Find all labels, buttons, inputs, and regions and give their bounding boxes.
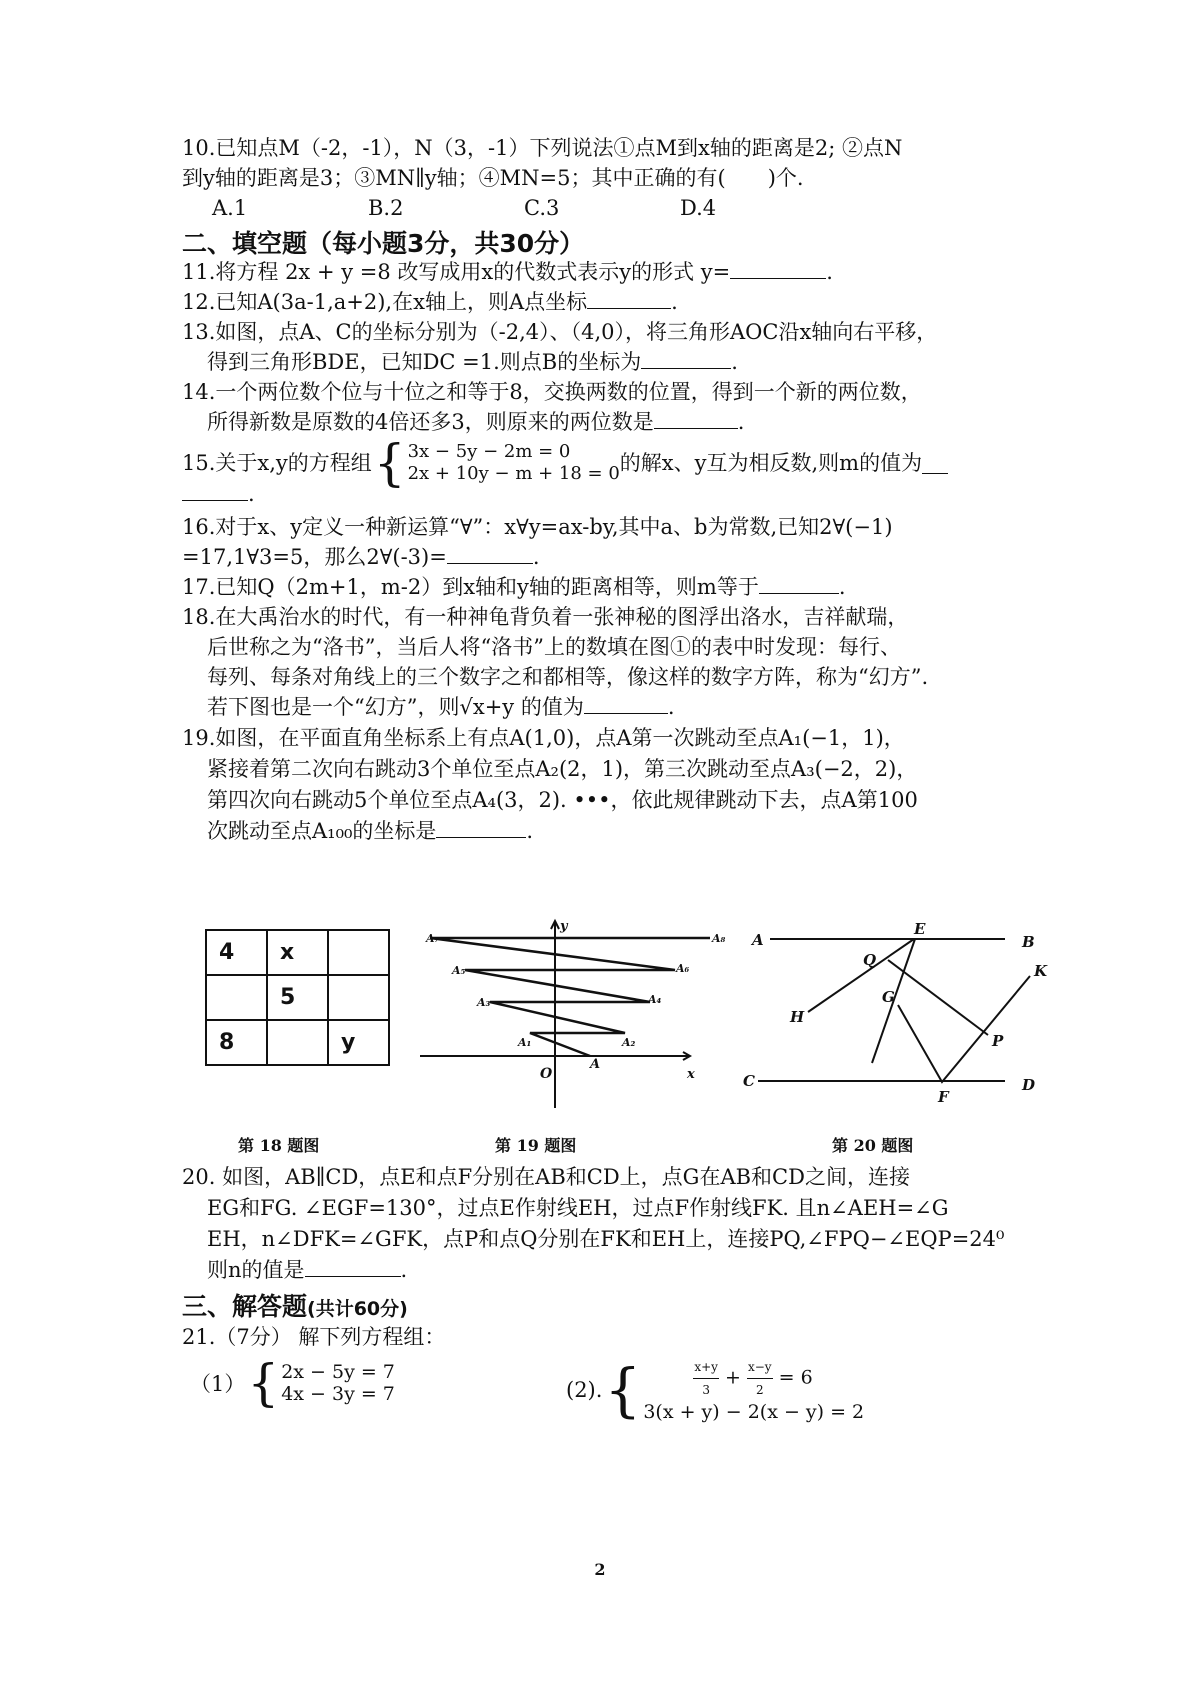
fig19-label-a7: A₇ bbox=[426, 932, 440, 945]
fig19-label-x: x bbox=[687, 1067, 695, 1082]
q12-text: 12.已知A(3a-1,a+2),在x轴上，则A点坐标 . bbox=[182, 290, 678, 314]
fig20-seg-gf-fk bbox=[898, 976, 1030, 1082]
fig19-label-a8: A₈ bbox=[712, 932, 726, 945]
section3-label: 三、解答题 bbox=[182, 1292, 308, 1321]
q21-part2-plus: + bbox=[724, 1366, 741, 1389]
q21-part1 bbox=[190, 1354, 395, 1412]
q15-prefix: 15.关于x,y的方程组 bbox=[182, 451, 372, 475]
fig19-label-y: y bbox=[560, 919, 568, 934]
page-number: 2 bbox=[594, 1560, 606, 1579]
magic-cell: y bbox=[328, 1020, 389, 1065]
q21-part2-brace: { bbox=[604, 1355, 642, 1424]
q11-text: 11.将方程 2x + y =8 改写成用x的代数式表示y的形式 y= . bbox=[182, 260, 833, 284]
q18-label: 若下图也是一个“幻方”，则√x+y 的值为 bbox=[207, 695, 584, 719]
q17-label: 17.已知Q（2m+1，m-2）到x轴和y轴的距离相等，则m等于 bbox=[182, 575, 759, 599]
fig19-label-o: O bbox=[540, 1066, 553, 1082]
q20-line3: EH，n∠DFK=∠GFK，点P和点Q分别在FK和EH上，连接PQ,∠FPQ−∠EQP=24⁰ bbox=[207, 1227, 1005, 1251]
q10-option-c: C.3 bbox=[524, 196, 560, 220]
fig20-seg-qp bbox=[888, 960, 988, 1035]
q18-line4: 若下图也是一个“幻方”，则√x+y 的值为 . bbox=[207, 695, 675, 719]
section3-title bbox=[182, 1287, 408, 1323]
q18-line2: 后世称之为“洛书”，当后人将“洛书”上的数填在图①的表中时发现：每行、 bbox=[207, 635, 901, 659]
q12-label: 12.已知A(3a-1,a+2),在x轴上，则A点坐标 bbox=[182, 290, 588, 314]
fig20-label-k: K bbox=[1034, 962, 1048, 980]
q20-line1: 20. 如图，AB∥CD，点E和点F分别在AB和CD上，点G在AB和CD之间，连接 bbox=[182, 1165, 910, 1189]
q21-part1-brace: { bbox=[247, 1354, 280, 1412]
q21-part2-num2: x−y bbox=[747, 1356, 773, 1379]
q15-suffix: 的解x、y互为相反数,则m的值为 bbox=[619, 451, 923, 475]
magic-cell: 5 bbox=[267, 975, 328, 1020]
fig20-label-f: F bbox=[938, 1088, 949, 1106]
fig20-label-c: C bbox=[743, 1072, 755, 1090]
q19-line1: 19.如图，在平面直角坐标系上有点A(1,0)，点A第一次跳动至点A₁(−1，1)， bbox=[182, 726, 905, 750]
q21-part2-label: (2). bbox=[566, 1377, 603, 1402]
q21-title: 21.（7分） 解下列方程组： bbox=[182, 1325, 446, 1349]
q21-part2-frac2 bbox=[747, 1356, 773, 1401]
q20-blank bbox=[305, 1256, 401, 1277]
q15-eq1: 3x − 5y − 2m = 0 bbox=[407, 441, 571, 462]
fig19-label-a6: A₆ bbox=[676, 962, 690, 975]
q13-line1: 13.如图，点A、C的坐标分别为（-2,4）、（4,0），将三角形AOC沿x轴向右平移， bbox=[182, 320, 938, 344]
q15-brace: { bbox=[373, 434, 406, 492]
q14-label: 所得新数是原数的4倍还多3，则原来的两位数是 bbox=[207, 410, 654, 434]
q10-line2: 到y轴的距离是3；③MN∥y轴；④MN=5；其中正确的有( )个. bbox=[182, 166, 804, 190]
q19-line4: 次跳动至点A₁₀₀的坐标是 . bbox=[207, 819, 534, 843]
q19-line2: 紧接着第二次向右跳动3个单位至点A₂(2，1)，第三次跳动至点A₃(−2，2)， bbox=[207, 757, 918, 781]
q21-part2-den2: 2 bbox=[755, 1383, 764, 1397]
q10-option-a: A.1 bbox=[212, 196, 248, 220]
q21-part1-eq1: 2x − 5y = 7 bbox=[281, 1361, 395, 1383]
q21-part2-system bbox=[643, 1356, 864, 1423]
q17-text: 17.已知Q（2m+1，m-2）到x轴和y轴的距离相等，则m等于 . bbox=[182, 575, 846, 599]
q19-line3: 第四次向右跳动5个单位至点A₄(3，2). •••，依此规律跳动下去，点A第100 bbox=[207, 788, 918, 812]
fig20-label-a: A bbox=[752, 931, 764, 949]
q14-line1: 14.一个两位数个位与十位之和等于8，交换两数的位置，得到一个新的两位数， bbox=[182, 380, 922, 404]
fig19-label-a4: A₄ bbox=[648, 993, 662, 1006]
fig20-label-b: B bbox=[1022, 933, 1035, 951]
fig19-label-a: A bbox=[590, 1057, 601, 1072]
magic-cell: x bbox=[267, 930, 328, 975]
caption-fig20: 第 20 题图 bbox=[832, 1136, 914, 1155]
q15-line2: . bbox=[182, 479, 255, 509]
fig20-label-p: P bbox=[992, 1032, 1004, 1050]
q21-part2-eq2: 3(x + y) − 2(x − y) = 2 bbox=[643, 1401, 865, 1423]
magic-cell: 8 bbox=[206, 1020, 267, 1065]
section2-title: 二、填空题（每小题3分，共30分） bbox=[182, 229, 585, 258]
q16-line2: =17,1∀3=5，那么2∀(-3)= . bbox=[182, 545, 540, 569]
q21-part2-num1: x+y bbox=[693, 1356, 719, 1379]
fig19-label-a2: A₂ bbox=[622, 1036, 636, 1049]
q10-line1: 10.已知点M（-2，-1），N（3，-1）下列说法①点M到x轴的距离是2; ②点N bbox=[182, 136, 903, 160]
q15-eq2: 2x + 10y − m + 18 = 0 bbox=[407, 463, 620, 484]
q21-part2-den1: 3 bbox=[702, 1383, 710, 1397]
q21-part1-label: （1） bbox=[190, 1372, 246, 1396]
q21-part2-frac1 bbox=[693, 1356, 719, 1401]
q19-label: 次跳动至点A₁₀₀的坐标是 bbox=[207, 819, 437, 843]
fig20-label-e: E bbox=[914, 920, 926, 938]
fig20-label-d: D bbox=[1022, 1076, 1036, 1094]
caption-fig18: 第 18 题图 bbox=[238, 1136, 320, 1155]
fig20-label-h: H bbox=[790, 1008, 805, 1026]
q18-line1: 18.在大禹治水的时代，有一种神龟背负着一张神秘的图浮出洛水，吉祥献瑞， bbox=[182, 605, 909, 629]
fig19-label-a3: A₃ bbox=[477, 996, 491, 1009]
q21-part1-system bbox=[281, 1361, 395, 1405]
q21-part2 bbox=[566, 1356, 864, 1423]
q20-line4: 则n的值是 . bbox=[207, 1258, 408, 1282]
q18-line3: 每列、每条对角线上的三个数字之和都相等，像这样的数字方阵，称为“幻方”. bbox=[207, 665, 929, 689]
q14-line2: 所得新数是原数的4倍还多3，则原来的两位数是 . bbox=[207, 410, 745, 434]
q21-part1-eq2: 4x − 3y = 7 bbox=[281, 1383, 395, 1405]
magic-cell: 4 bbox=[206, 930, 267, 975]
q20-label: 则n的值是 bbox=[207, 1258, 305, 1282]
fig20-label-g: G bbox=[882, 988, 895, 1006]
q21-part2-rhs: = 6 bbox=[778, 1366, 813, 1389]
q10-option-d: D.4 bbox=[680, 196, 717, 220]
q13-label: 得到三角形BDE，已知DC =1.则点B的坐标为 bbox=[207, 350, 642, 374]
caption-fig19: 第 19 题图 bbox=[495, 1136, 577, 1155]
q16-label: =17,1∀3=5，那么2∀(-3)= bbox=[182, 545, 447, 569]
q11-label: 11.将方程 2x + y =8 改写成用x的代数式表示y的形式 y= bbox=[182, 260, 731, 284]
q13-line2: 得到三角形BDE，已知DC =1.则点B的坐标为 . bbox=[207, 350, 738, 374]
q10-option-b: B.2 bbox=[368, 196, 404, 220]
fig19-label-a1: A₁ bbox=[518, 1036, 532, 1049]
q20-line2: EG和FG. ∠EGF=130°，过点E作射线EH，过点F作射线FK. 且n∠AEH=∠G bbox=[207, 1196, 949, 1220]
fig20-ray-eh bbox=[808, 939, 914, 1012]
fig19-zigzag bbox=[430, 938, 710, 1056]
q16-line1: 16.对于x、y定义一种新运算“∀”：x∀y=ax-by,其中a、b为常数,已知2∀(−1) bbox=[182, 515, 893, 539]
fig20-label-q: Q bbox=[863, 951, 877, 969]
section3-score: (共计60分) bbox=[307, 1298, 408, 1320]
fig19-label-a5: A₅ bbox=[452, 964, 466, 977]
q21-part2-eq1 bbox=[643, 1356, 864, 1401]
